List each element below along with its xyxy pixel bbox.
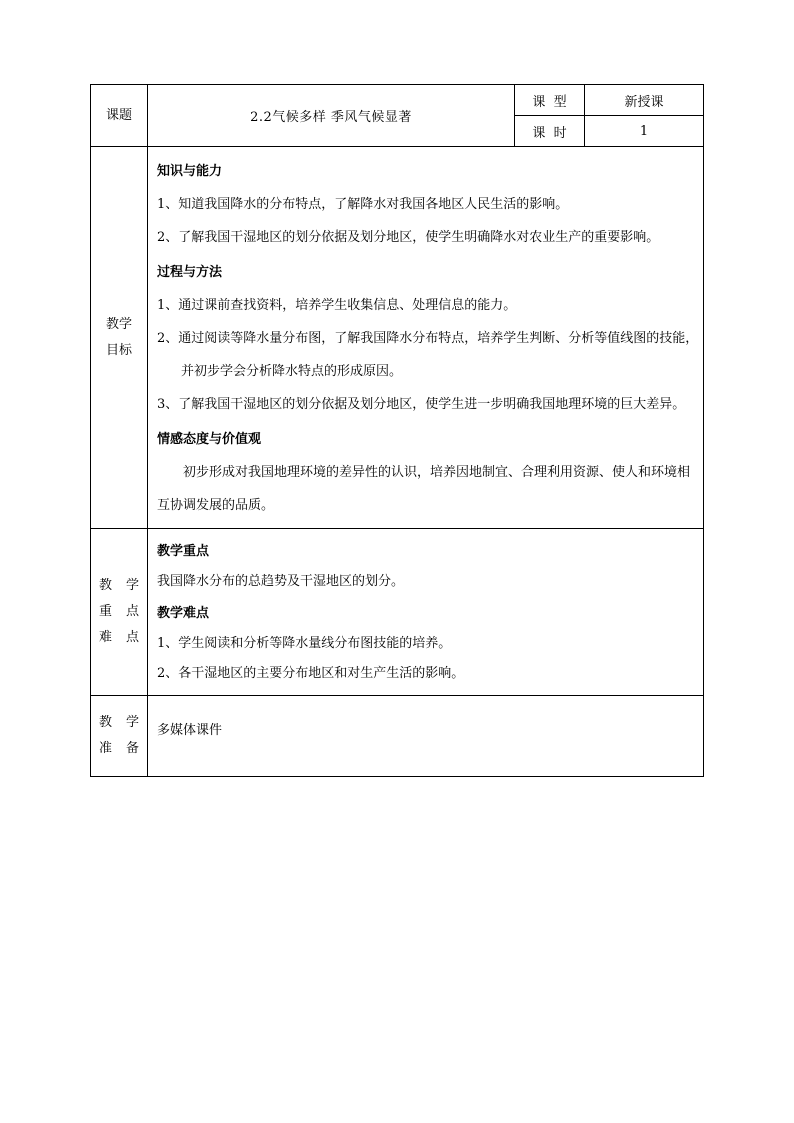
difficulty-heading: 教学难点 bbox=[157, 606, 210, 621]
preparation-content bbox=[148, 696, 704, 777]
key-points-content bbox=[148, 529, 704, 696]
lesson-type-value: 新授课 bbox=[585, 85, 704, 116]
preparation-label: 教学 准备 bbox=[91, 696, 148, 777]
focus-heading: 教学重点 bbox=[157, 544, 210, 559]
process-item: 2、通过阅读等降水量分布图，了解我国降水分布特点，培养学生判断、分析等值线图的技能，并初步学会分析降水特点的形成原因。 bbox=[157, 331, 699, 379]
lesson-plan-table bbox=[90, 84, 704, 777]
focus-text: 我国降水分布的总趋势及干湿地区的划分。 bbox=[157, 574, 405, 589]
lesson-hours-label: 课 时 bbox=[515, 116, 585, 147]
difficulty-item: 2、各干湿地区的主要分布地区和对生产生活的影响。 bbox=[157, 666, 465, 681]
objectives-label: 教学 目标 bbox=[91, 147, 148, 529]
knowledge-item: 1、知道我国降水的分布特点，了解降水对我国各地区人民生活的影响。 bbox=[157, 197, 569, 212]
preparation-text: 多媒体课件 bbox=[157, 722, 223, 738]
process-heading: 过程与方法 bbox=[157, 265, 223, 280]
process-item: 1、通过课前查找资料，培养学生收集信息、处理信息的能力。 bbox=[157, 298, 517, 313]
emotion-heading: 情感态度与价值观 bbox=[157, 432, 262, 447]
emotion-text: 初步形成对我国地理环境的差异性的认识，培养因地制宜、合理利用资源、使人和环境相互协调发展的品质。 bbox=[157, 465, 691, 513]
objectives-content bbox=[148, 147, 704, 529]
knowledge-heading: 知识与能力 bbox=[157, 164, 223, 179]
process-item: 3、了解我国干湿地区的划分依据及划分地区，使学生进一步明确我国地理环境的巨大差异。 bbox=[157, 397, 686, 412]
key-points-label: 教学 重点 难点 bbox=[91, 529, 148, 696]
difficulty-item: 1、学生阅读和分析等降水量线分布图技能的培养。 bbox=[157, 636, 452, 651]
topic-label: 课题 bbox=[91, 85, 148, 147]
lesson-hours-value: 1 bbox=[585, 116, 704, 147]
knowledge-item: 2、了解我国干湿地区的划分依据及划分地区，使学生明确降水对农业生产的重要影响。 bbox=[157, 230, 660, 245]
topic-title: 2.2气候多样 季风气候显著 bbox=[148, 85, 515, 147]
lesson-type-label: 课 型 bbox=[515, 85, 585, 116]
